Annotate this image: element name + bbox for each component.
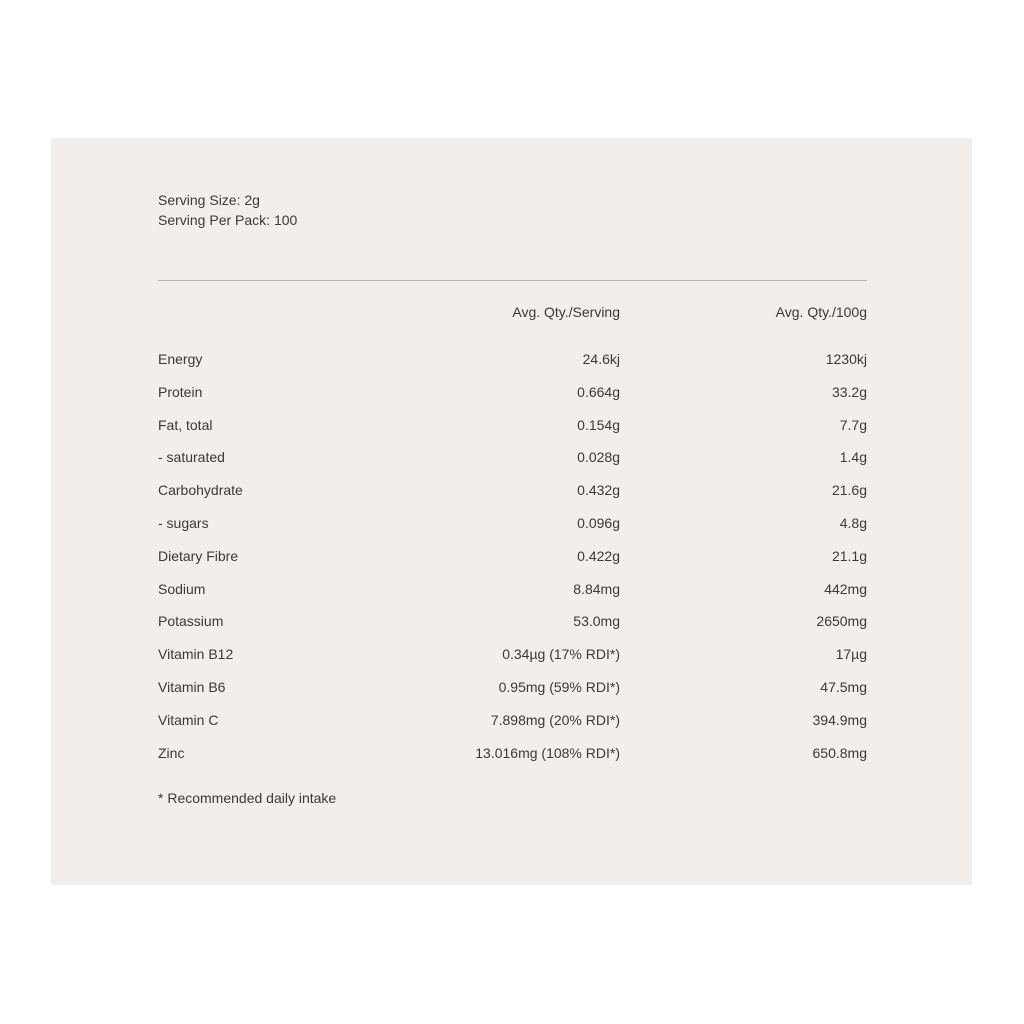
- nutrient-per-serving: 8.84mg: [573, 580, 620, 597]
- nutrient-per-serving: 0.95mg (59% RDI*): [498, 678, 620, 695]
- nutrient-per-serving: 24.6kj: [582, 351, 620, 367]
- table-header-row: [158, 302, 867, 322]
- nutrient-name: Carbohydrate: [158, 482, 243, 499]
- servings-per-pack: Serving Per Pack: 100: [158, 212, 298, 228]
- nutrient-per-100g: 394.9mg: [812, 711, 867, 728]
- nutrient-per-serving: 53.0mg: [573, 613, 620, 630]
- nutrient-per-serving: 7.898mg (20% RDI*): [490, 711, 620, 728]
- table-row: [158, 546, 867, 566]
- nutrient-per-serving: 0.422g: [577, 547, 620, 564]
- nutrient-name: Energy: [158, 351, 203, 367]
- serving-size: Serving Size: 2g: [158, 192, 260, 208]
- rdi-footnote: * Recommended daily intake: [158, 790, 337, 806]
- nutrient-per-serving: 0.154g: [577, 416, 620, 433]
- table-row: [158, 743, 867, 763]
- header-per-100g: Avg. Qty./100g: [775, 304, 867, 320]
- table-row: [158, 447, 867, 467]
- divider-line: [158, 280, 867, 281]
- nutrition-panel: [51, 138, 972, 885]
- nutrition-content: [158, 190, 867, 806]
- header-per-serving: Avg. Qty./Serving: [512, 304, 620, 320]
- nutrient-per-serving: 0.34µg (17% RDI*): [502, 646, 620, 663]
- nutrient-name: - saturated: [158, 449, 225, 466]
- nutrient-per-100g: 650.8mg: [812, 744, 867, 761]
- nutrient-per-100g: 17µg: [835, 646, 867, 663]
- nutrient-name: Protein: [158, 383, 203, 400]
- nutrient-per-100g: 1.4g: [839, 449, 867, 466]
- nutrient-per-100g: 442mg: [824, 580, 867, 597]
- nutrient-name: Sodium: [158, 580, 206, 597]
- nutrient-name: - sugars: [158, 514, 209, 531]
- nutrient-per-100g: 1230kj: [825, 351, 867, 367]
- nutrient-per-serving: 0.028g: [577, 449, 620, 466]
- table-row: [158, 579, 867, 599]
- nutrition-table: [158, 302, 867, 775]
- table-row: [158, 644, 867, 664]
- nutrient-name: Vitamin B12: [158, 646, 234, 663]
- table-row: [158, 480, 867, 500]
- nutrient-name: Zinc: [158, 744, 185, 761]
- nutrient-per-100g: 33.2g: [831, 383, 867, 400]
- nutrient-per-serving: 13.016mg (108% RDI*): [475, 744, 620, 761]
- nutrient-per-100g: 21.6g: [831, 482, 867, 499]
- table-row: [158, 349, 867, 369]
- nutrient-per-100g: 47.5mg: [820, 678, 867, 695]
- table-row: [158, 611, 867, 631]
- table-row: [158, 677, 867, 697]
- nutrient-name: Potassium: [158, 613, 224, 630]
- nutrient-name: Vitamin C: [158, 711, 219, 728]
- nutrient-name: Vitamin B6: [158, 678, 226, 695]
- table-row: [158, 382, 867, 402]
- nutrient-per-serving: 0.432g: [577, 482, 620, 499]
- nutrient-name: Dietary Fibre: [158, 547, 239, 564]
- table-row: [158, 415, 867, 435]
- table-row: [158, 513, 867, 533]
- nutrient-per-100g: 4.8g: [839, 514, 867, 531]
- nutrient-name: Fat, total: [158, 416, 213, 433]
- nutrient-per-serving: 0.096g: [577, 514, 620, 531]
- nutrient-per-100g: 21.1g: [831, 547, 867, 564]
- nutrient-per-100g: 7.7g: [839, 416, 867, 433]
- nutrient-per-serving: 0.664g: [577, 383, 620, 400]
- table-row: [158, 710, 867, 730]
- nutrient-per-100g: 2650mg: [816, 613, 867, 630]
